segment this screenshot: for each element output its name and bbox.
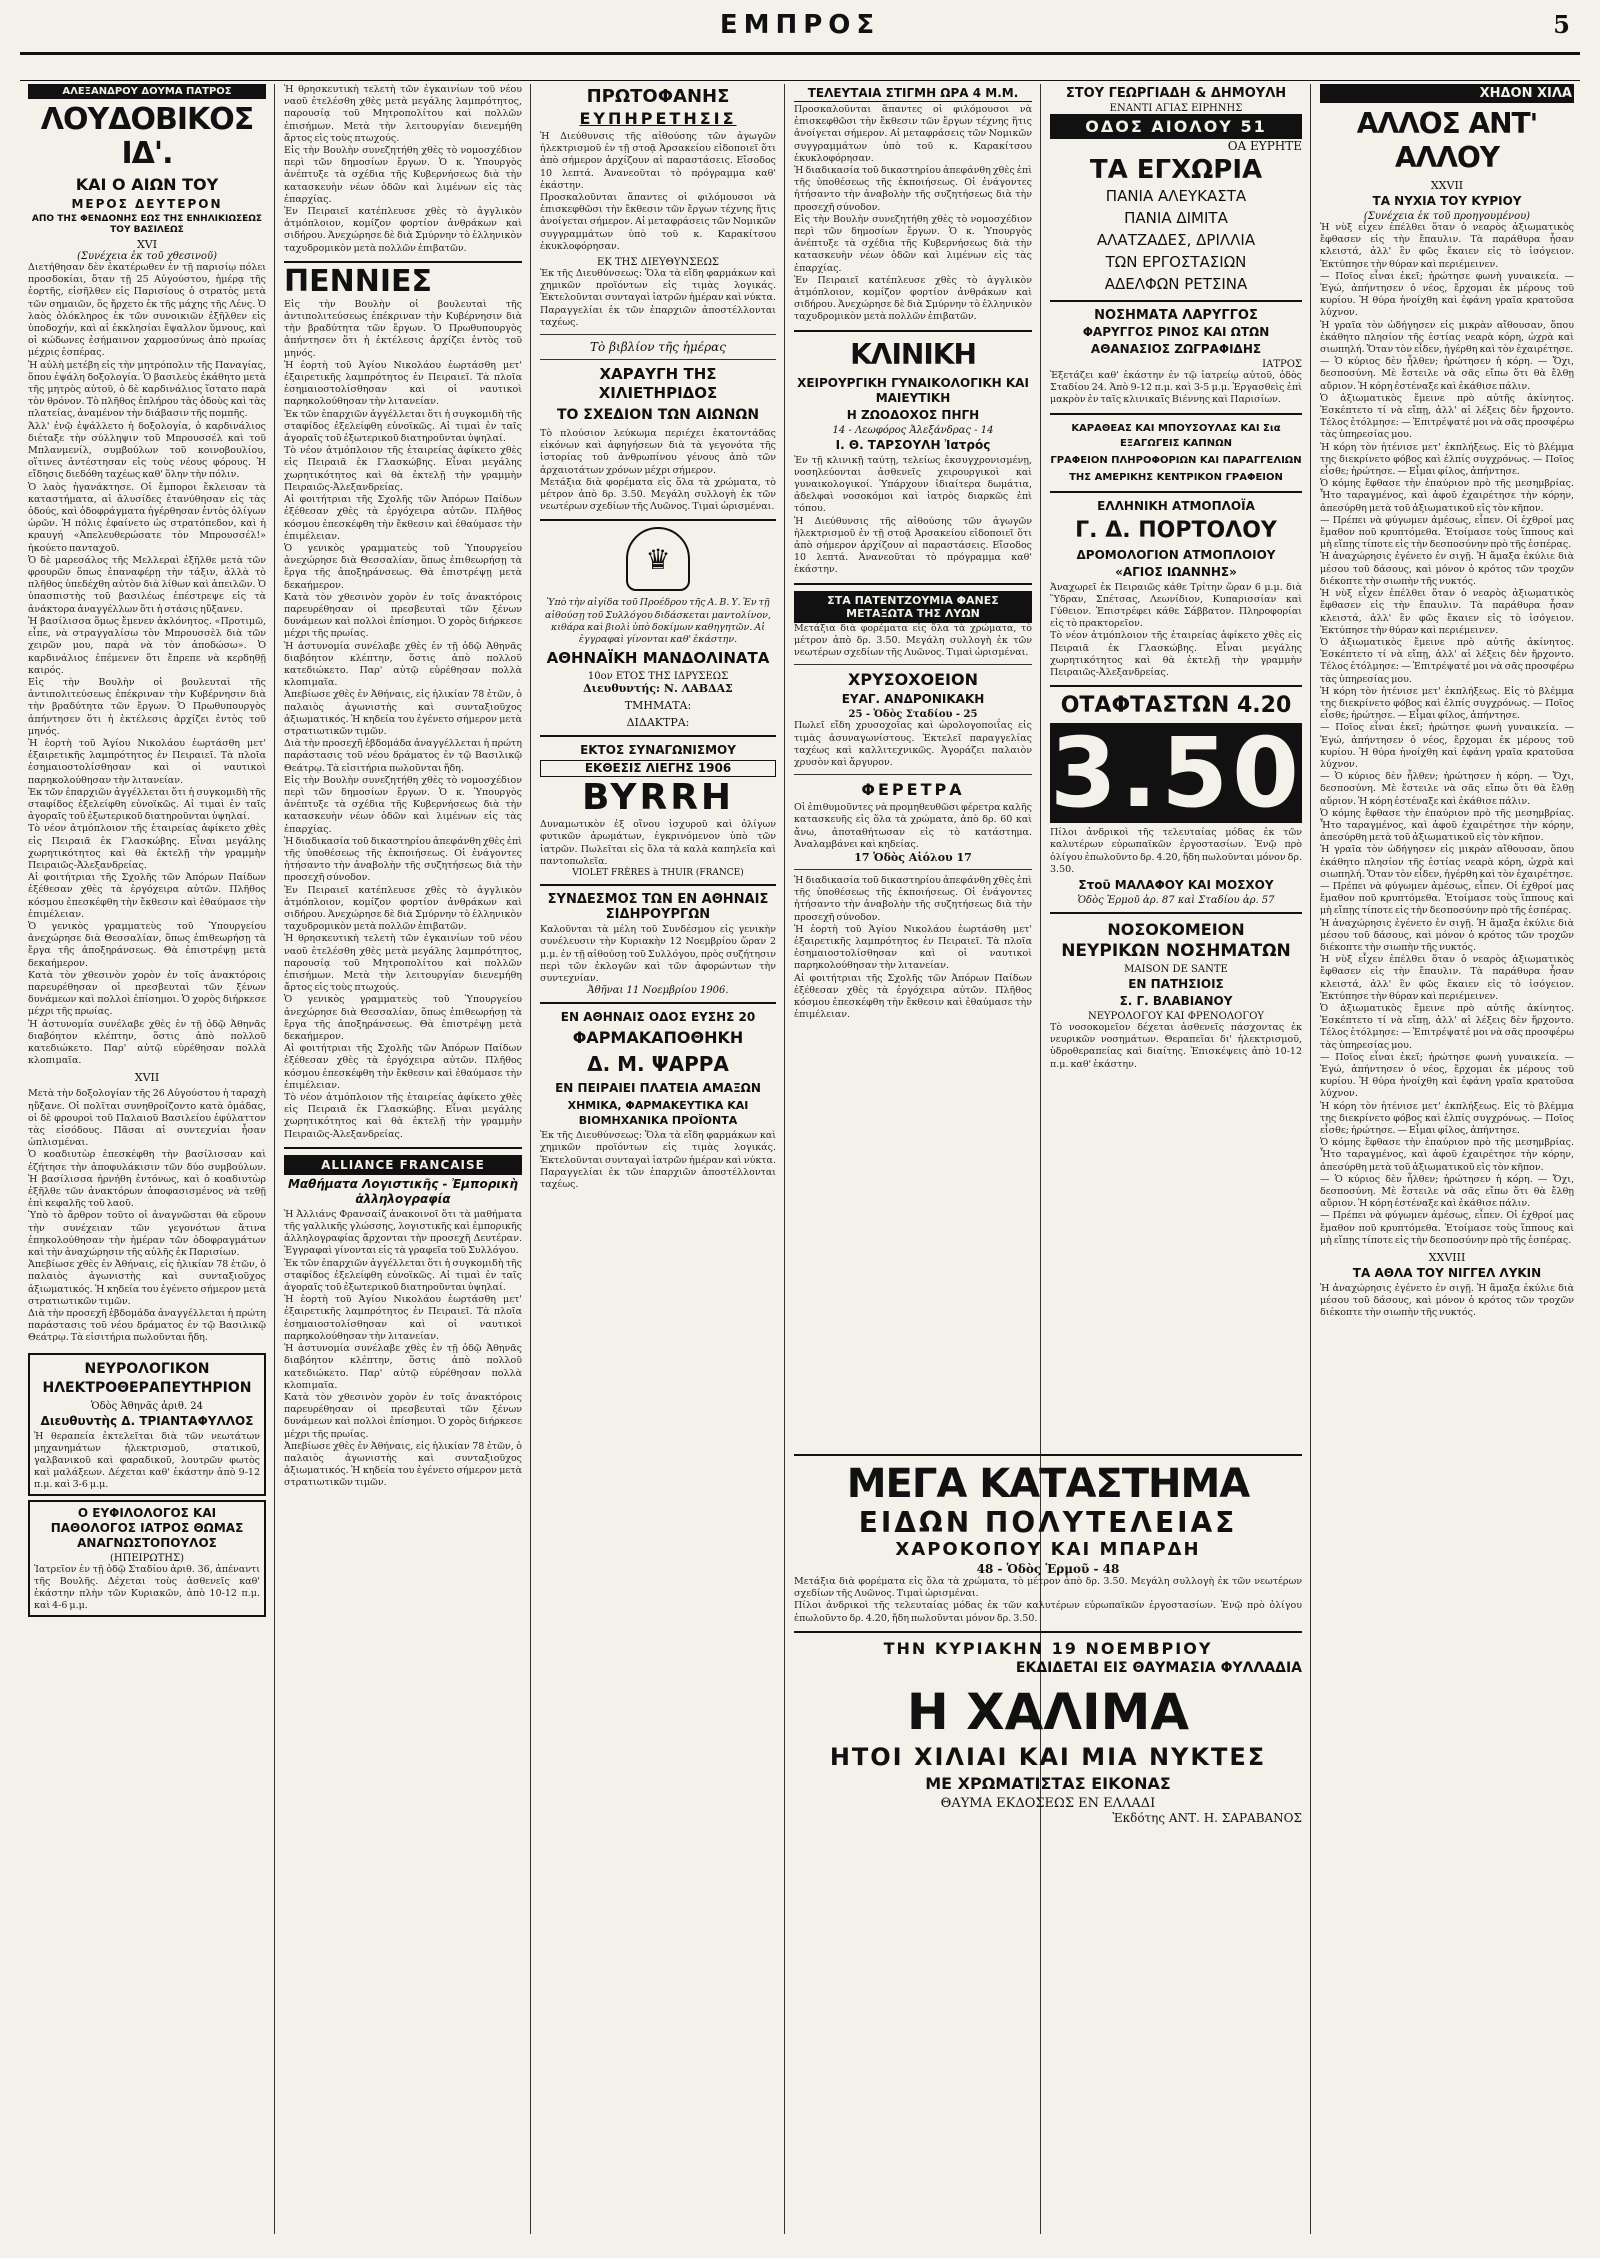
serial-paragraph: Ἡ κόρη τὸν ἠτένισε μετ' ἐκπλήξεως. Εἰς τὸ βλέμμα της διεκρίνετο φόβος καὶ ἐλπίς συγχρόνως. — Ποῖος εἶσθε; ἠρώτησε. — Εἶμαι φίλος, ἀπήντησε. xyxy=(1320,1100,1574,1137)
section-rule xyxy=(540,359,776,360)
column-5 xyxy=(1044,84,1308,1444)
article-paragraph: Ἡ αὐλὴ μετέβη εἰς τὴν μητρόπολιν τῆς Παναγίας, ὅπου ἐψάλη δοξολογία. Ὁ βασιλεὺς ἐκάθητο μετὰ τῆς μητρὸς αὐτοῦ, ὁ δὲ καρδινάλιος ἵστατο παρὰ τὸν θρόνον. Τὸ πλῆθος ἐπλήρου τὰς ὁδοὺς καὶ τὰς πλατείας, ἀναμένον τὴν διάβασιν τῆς πομπῆς. xyxy=(28,359,266,420)
advert-subtitle: 10ον ΕΤΟΣ ΤΗΣ ΙΔΡΥΣΕΩΣ xyxy=(587,671,729,683)
advert-title: ΝΕΥΡΙΚΩΝ ΝΟΣΗΜΑΤΩΝ xyxy=(1061,941,1291,962)
publication-publisher: Ἐκδότης ΑΝΤ. Η. ΣΑΡΑΒΑΝΟΣ xyxy=(1112,1810,1302,1825)
advert-heading: ΕΛΛΗΝΙΚΗ ΑΤΜΟΠΛΟΪΑ xyxy=(1097,498,1255,513)
advert-text: Μετάξια διὰ φορέματα εἰς ὅλα τὰ χρώματα, τὸ μέτρον ἀπὸ δρ. 3.50. Μεγάλη συλλογὴ ἐκ τῶν νεωτέρων σχεδίων τῆς Λυῶνος. Τιμαὶ ὡρισμέναι. xyxy=(794,1576,1302,1600)
advert-title: ΦΕΡΕΤΡΑ xyxy=(861,780,965,800)
article-paragraph: Αἱ φοιτήτριαι τῆς Σχολῆς τῶν Ἀπόρων Παίδων ἐξέθεσαν χθὲς τὰ ἐργόχειρα αὐτῶν. Πλῆθος κόσμου ἐπεσκέφθη τὴν ἔκθεσιν καὶ ἐθαύμασε τὴν ἐπιμέλειαν. xyxy=(284,494,522,542)
serial-paragraph: Ὁ ἀξιωματικὸς ἔμεινε πρὸ αὐτῆς ἀκίνητος. Ἐσκέπτετο τί νὰ εἴπῃ, ἀλλ' αἱ λέξεις δὲν ἤρχοντο. Τέλος ἐτόλμησε: — Ἐπιτρέψατέ μοι νὰ σᾶς προσφέρω τὰς ὑπηρεσίας μου. xyxy=(1320,1003,1574,1051)
column-6 xyxy=(1314,84,1580,2234)
section-heading: ΠΕΝΝΙΕΣ xyxy=(284,263,432,299)
advert-name: Γ. Δ. ΠΟΡΤΟΛΟΥ xyxy=(1075,517,1277,543)
advert-name: Η ΖΩΟΔΟΧΟΣ ΠΗΓΗ xyxy=(846,407,980,422)
section-rule xyxy=(540,334,776,335)
article-paragraph: Διετήθησαν δὲν ἐκατέρωθεν ἐν τῇ παρισίῳ πόλει προσδοκίαι, ὅταν τῇ 25 Αὐγούστου, ἡμέρᾳ τῆς ἑορτῆς, εἰσῆλθεν εἰς Παρισίους ὁ στρατὸς μετὰ τῶν σημαιῶν, ὅς ἤρχετο ἐκ τῆς μάχης τῆς Λένς. Ὁ λαὸς ὁλόκληρος ἐκ τῶν συνοικιῶν ἐξῆλθεν εἰς ὑποδοχήν, καὶ αἱ ἐκκλησίαι ἔψαλλον ὕμνους, καὶ οἱ κώδωνες ἐσήμαινον χαρμοσύνως ἀπὸ πρωίας μέχρις ἑσπέρας. xyxy=(28,262,266,359)
publication-subtitle: ΜΕ ΧΡΩΜΑΤΙΣΤΑΣ ΕΙΚΟΝΑΣ xyxy=(925,1773,1171,1793)
advert-director: Διευθυντὴς Δ. ΤΡΙΑΝΤΑΦΥΛΛΟΣ xyxy=(40,1413,254,1428)
serial-paragraph: — Ποῖος εἶναι ἐκεῖ; ἠρώτησε φωνὴ γυναικεία. — Ἐγώ, ἀπήντησεν ὁ νέος, ἔρχομαι ἐκ μέρους τοῦ κυρίου. Ἡ θύρα ἠνοίχθη καὶ ἐφάνη γραῖα κρατοῦσα λύχνον. xyxy=(1320,1051,1574,1100)
advert-text: Τὸ πλούσιον λεύκωμα περιέχει ἑκατοντάδας εἰκόνων καὶ ἀφηγήσεων διὰ τὰ γεγονότα τῆς ἱστορίας τοῦ ἀνθρωπίνου γένους ἀπὸ τῶν ἀρχαιοτάτων χρόνων μέχρι σήμερον. xyxy=(540,428,776,476)
column-divider xyxy=(784,84,785,2234)
advert-title: Ο ΕΥΦΙΛΟΛΟΓΟΣ ΚΑΙ ΠΑΘΟΛΟΓΟΣ ΙΑΤΡΟΣ ΘΩΜΑΣ ΑΝΑΓΝΩΣΤΟΠΟΥΛΟΣ xyxy=(50,1505,244,1550)
advert-text: Μετάξια διὰ φορέματα εἰς ὅλα τὰ χρώματα, τὸ μέτρον ἀπὸ δρ. 3.50. Μεγάλη συλλογὴ ἐκ τῶν νεωτέρων σχεδίων τῆς Λυῶνος. Τιμαὶ ὡρισμέναι. xyxy=(540,476,776,513)
serial-kicker: ΑΛΕΞΑΝΔΡΟΥ ΔΟΥΜΑ ΠΑΤΡΟΣ xyxy=(28,84,266,99)
article-paragraph: Αἱ φοιτήτριαι τῆς Σχολῆς τῶν Ἀπόρων Παίδων ἐξέθεσαν χθὲς τὰ ἐργόχειρα αὐτῶν. Πλῆθος κόσμου ἐπεσκέφθη τὴν ἔκθεσιν καὶ ἐθαύμασε τὴν ἐπιμέλειαν. xyxy=(284,1043,522,1091)
serial-section: ΑΠΟ ΤΗΣ ΦΕΝΔΟΝΗΣ ΕΩΣ ΤΗΣ ΕΝΗΛΙΚΙΩΣΕΩΣ ΤΟΥ ΒΑΣΙΛΕΩΣ xyxy=(31,214,263,235)
section-rule xyxy=(1050,300,1302,302)
advert-text: Τὸ νέον ἀτμόπλοιον τῆς ἑταιρείας ἀφίκετο χθὲς εἰς Πειραιᾶ ἐκ Γλασκώβης. Εἶναι μεγάλης χωρητικότητος καὶ θὰ ἐκτελῇ τὴν γραμμὴν Πειραιῶς-Ἀλεξανδρείας. xyxy=(1050,630,1302,679)
article-paragraph: Ἡ διαδικασία τοῦ δικαστηρίου ἀπεφάνθη χθὲς ἐπὶ τῆς ὑποθέσεως τῆς ἐκποιήσεως. Οἱ ἐνάγοντες ἠτήσαντο τὴν ἀναβολὴν τῆς συζητήσεως διὰ τὴν προσεχῆ σύνοδον. xyxy=(284,835,522,884)
serial-paragraph: Ὁ ἀξιωματικὸς ἔμεινε πρὸ αὐτῆς ἀκίνητος. Ἐσκέπτετο τί νὰ εἴπῃ, ἀλλ' αἱ λέξεις δὲν ἤρχοντο. Τέλος ἐτόλμησε: — Ἐπιτρέψατέ μοι νὰ σᾶς προσφέρω τὰς ὑπηρεσίας μου. xyxy=(1320,392,1574,441)
section-rule xyxy=(794,1631,1302,1633)
newspaper-title: ΕΜΠΡΟΣ xyxy=(719,10,881,40)
column-divider xyxy=(274,84,275,2234)
section-label: ΕΚΘΕΣΙΣ ΛΙΕΓΗΣ 1906 xyxy=(540,760,776,777)
serial-continuation: (Συνέχεια ἐκ τοῦ προηγουμένου) xyxy=(1363,211,1531,222)
section-label: ΕΚΤΟΣ ΣΥΝΑΓΩΝΙΣΜΟΥ xyxy=(580,743,736,758)
advert-text: Τὸ νοσοκομεῖον δέχεται ἀσθενεῖς πάσχοντας ἐκ νευρικῶν νοσημάτων. Θεραπεῖαι δι' ἠλεκτρισμοῦ, ὑδροθεραπείας καὶ διαίτης. Ἐπισκέψεις ἀπὸ 10-12 π.μ. καθ' ἑκάστην. xyxy=(1050,1022,1302,1070)
advert-director: Διευθυντής: Ν. ΛΑΒΔΑΣ xyxy=(583,682,733,696)
serial-paragraph: Ὁ κόμης ἔφθασε τὴν ἐπαύριον πρὸ τῆς μεσημβρίας. Ἦτο ταραγμένος, καὶ ἀφοῦ ἐχαιρέτησε τὴν κόρην, ἀπεσύρθη μετὰ τοῦ ἀξιωματικοῦ εἰς τὸν κῆπον. xyxy=(1320,807,1574,844)
column-1 xyxy=(22,84,272,2234)
advert-text: Προσκαλοῦνται ἅπαντες οἱ φιλόμουσοι νὰ ἐπισκεφθῶσι τὴν ἔκθεσιν τῶν ἔργων τέχνης ἥτις ἀνοίγεται σήμερον. Αἱ μεταφράσεις τῶν Νομικῶν συγγραμμάτων ὑπὸ τοῦ κ. Καρακίτσου ἐκυκλοφόρησαν. xyxy=(540,192,776,252)
advert-text: Ἀναχωρεῖ ἐκ Πειραιῶς κάθε Τρίτην ὥραν 6 μ.μ. διὰ Ὕδραν, Σπέτσας, Λεωνίδιον, Κυπαρισσίαν καὶ Γύθειον. Ἐπιστρέφει κάθε Σάββατον. Πληροφορίαι εἰς τὸ πρακτορεῖον. xyxy=(1050,581,1302,630)
article-paragraph: Ἡ ἑορτὴ τοῦ Ἁγίου Νικολάου ἐωρτάσθη μετ' ἐξαιρετικῆς λαμπρότητος ἐν Πειραιεῖ. Τὰ πλοῖα ἐσημαιοστολίσθησαν καὶ οἱ ναυτικοὶ παρηκολούθησαν τὴν λιτανείαν. xyxy=(284,359,522,408)
advert-role: ΙΑΤΡΟΣ xyxy=(1262,359,1302,370)
advert-title: ΧΡΥΣΟΧΟΕΙΟΝ xyxy=(848,670,978,690)
advert-text: Ἐκ τῆς Διευθύνσεως: Ὅλα τὰ εἴδη φαρμάκων καὶ χημικῶν προϊόντων εἰς τιμὰς λογικάς. Ἐκτελοῦνται συνταγαὶ ἰατρῶν ἡμέραν καὶ νύκτα. Παραγγελίαι ἐκ τῶν ἐπαρχιῶν ἀποστέλλονται ταχέως. xyxy=(540,268,776,328)
notice-text: Καλοῦνται τὰ μέλη τοῦ Συνδέσμου εἰς γενικὴν συνέλευσιν τὴν Κυριακὴν 12 Νοεμβρίου ὥραν 2 μ.μ. ἐν τῇ αἰθούσῃ τοῦ Συλλόγου, πρὸς συζήτησιν περὶ τῶν ἐκλογῶν καὶ τῶν ἀφορώντων τὴν συντεχνίαν. xyxy=(540,924,776,984)
serial-paragraph: — Ποῖος εἶναι ἐκεῖ; ἠρώτησε φωνὴ γυναικεία. — Ἐγώ, ἀπήντησεν ὁ νέος, ἔρχομαι ἐκ μέρους τοῦ κυρίου. Ἡ θύρα ἠνοίχθη καὶ ἐφάνη γραῖα κρατοῦσα λύχνον. xyxy=(1320,722,1574,770)
advert-text: Ἡ θεραπεία ἐκτελεῖται διὰ τῶν νεωτάτων μηχανημάτων ἠλεκτρισμοῦ, στατικοῦ, γαλβανικοῦ καὶ φαραδικοῦ, λουτρῶν φωτὸς καὶ μαλάξεων. Δέχεται καθ' ἑκάστην ἀπὸ 9-12 π.μ. καὶ 3-6 μ.μ. xyxy=(34,1430,260,1491)
article-paragraph: Ἐκ τῶν ἐπαρχιῶν ἀγγέλλεται ὅτι ἡ συγκομιδὴ τῆς σταφίδος ἐξελείφθη εὐνοϊκῶς. Αἱ τιμαὶ ἐν ταῖς ἀγοραῖς τοῦ ἐξωτερικοῦ διατηροῦνται ὑψηλαί. xyxy=(284,1257,522,1294)
serial-paragraph: Ἡ ἀναχώρησις ἐγένετο ἐν σιγῇ. Ἡ ἅμαξα ἐκύλιε διὰ μέσου τοῦ δάσους, καὶ μόνον ὁ κρότος τῶν τροχῶν διέκοπτε τὴν σιωπὴν τῆς νυκτός. xyxy=(1320,917,1574,953)
advert-neurology xyxy=(28,1353,266,1496)
advert-doctor: Σ. Γ. ΒΛΑΒΙΑΝΟΥ xyxy=(1119,994,1233,1009)
article-paragraph: Ἡ διαδικασία τοῦ δικαστηρίου ἀπεφάνθη χθὲς ἐπὶ τῆς ὑποθέσεως τῆς ἐκποιήσεως. Οἱ ἐνάγοντες ἠτήσαντο τὴν ἀναβολὴν τῆς συζητήσεως διὰ τὴν προσεχῆ σύνοδον. xyxy=(794,165,1032,213)
article-paragraph: Ὑπὸ τὸ ἄρθρον τοῦτο οἱ ἀναγνῶσται θὰ εὕρουν τὴν συνέχειαν τῶν γεγονότων ἅτινα ἐπηκολούθησαν τὴν ἡμέραν τῶν ὀδοφραγμάτων καὶ τὴν ἀναχώρησιν τῆς αὐλῆς ἐκ Παρισίων. xyxy=(28,1210,266,1259)
serial-paragraph: — Πρέπει νὰ φύγωμεν ἀμέσως, εἶπεν. Οἱ ἐχθροί μας ἔμαθον ποῦ κρυπτόμεθα. Ἐτοίμασε τοὺς ἵππους καὶ μὴ εἴπῃς τίποτε εἰς τὴν δεσποσύνην πρὸ τῆς ἑσπέρας. xyxy=(1320,1210,1574,1246)
advert-maker: VIOLET FRÈRES à THUIR (FRANCE) xyxy=(572,868,744,879)
advert-address: ΟΔΟΣ ΑΙΟΛΟΥ 51 xyxy=(1050,114,1302,139)
advert-tag: ΟΑ ΕΥΡΗΤΕ xyxy=(1227,139,1302,153)
section-rule xyxy=(794,774,1032,775)
serial-paragraph: Ὁ κόμης ἔφθασε τὴν ἐπαύριον πρὸ τῆς μεσημβρίας. Ἦτο ταραγμένος, καὶ ἀφοῦ ἐχαιρέτησε τὴν κόρην, ἀπεσύρθη μετὰ τοῦ ἀξιωματικοῦ εἰς τὸν κῆπον. xyxy=(1320,478,1574,514)
article-paragraph: Ἐν Πειραιεῖ κατέπλευσε χθὲς τὸ ἀγγλικὸν ἀτμόπλοιον, κομίζον φορτίον ἀνθράκων καὶ σιδήρου. Ἀνεχώρησε δὲ διὰ Σμύρνην τὸ ἑλληνικὸν ταχυδρομικὸν μετὰ πολλῶν ἐπιβατῶν. xyxy=(284,206,522,254)
advert-heading: ΝΟΣΟΚΟΜΕΙΟΝ xyxy=(1107,920,1245,940)
publication-date: ΤΗΝ ΚΥΡΙΑΚΗΝ 19 ΝΟΕΜΒΡΙΟΥ xyxy=(883,1638,1213,1658)
advert-name: ΑΘΑΝΑΣΙΟΣ ΖΩΓΡΑΦΙΔΗΣ xyxy=(1090,342,1262,356)
serial-chapter: XXVIII xyxy=(1428,1251,1466,1265)
column-4 xyxy=(788,84,1038,1444)
article-paragraph: Αἱ φοιτήτριαι τῆς Σχολῆς τῶν Ἀπόρων Παίδων ἐξέθεσαν χθὲς τὰ ἐργόχειρα αὐτῶν. Πλῆθος κόσμου ἐπεσκέφθη τὴν ἔκθεσιν καὶ ἐθαύμασε τὴν ἐπιμέλειαν. xyxy=(794,972,1032,1021)
advert-text: Ἐκ τῆς Διευθύνσεως: Ὅλα τὰ εἴδη φαρμάκων καὶ χημικῶν προϊόντων εἰς τιμὰς λογικάς. Ἐκτελοῦνται συνταγαὶ ἰατρῶν ἡμέραν καὶ νύκτα. Παραγγελίαι ἐκ τῶν ἐπαρχιῶν ἀποστέλλονται ταχέως. xyxy=(540,1130,776,1190)
serial-paragraph: — Πρέπει νὰ φύγωμεν ἀμέσως, εἶπεν. Οἱ ἐχθροί μας ἔμαθον ποῦ κρυπτόμεθα. Ἐτοίμασε τοὺς ἵππους καὶ μὴ εἴπῃς τίποτε εἰς τὴν δεσποσύνην πρὸ τῆς ἑσπέρας. xyxy=(1320,514,1574,551)
article-paragraph: Αἱ φοιτήτριαι τῆς Σχολῆς τῶν Ἀπόρων Παίδων ἐξέθεσαν χθὲς τὰ ἐργόχειρα αὐτῶν. Πλῆθος κόσμου ἐπεσκέφθη τὴν ἔκθεσιν καὶ ἐθαύμασε τὴν ἐπιμέλειαν. xyxy=(28,872,266,920)
section-rule xyxy=(540,735,776,737)
article-paragraph: Ἐν Πειραιεῖ κατέπλευσε χθὲς τὸ ἀγγλικὸν ἀτμόπλοιον, κομίζον φορτίον ἀνθράκων καὶ σιδήρου. Ἀνεχώρησε δὲ διὰ Σμύρνην τὸ ἑλληνικὸν ταχυδρομικὸν μετὰ πολλῶν ἐπιβατῶν. xyxy=(284,884,522,933)
article-paragraph: Εἰς τὴν Βουλὴν οἱ βουλευταὶ τῆς ἀντιπολιτεύσεως ἐπέκριναν τὴν Κυβέρνησιν διὰ τὴν βραδύτητα τῶν ἔργων. Ὁ Πρωθυπουργὸς ἀπήντησεν ὅτι ἡ ἐκτέλεσις ἀρχίζει ἐντὸς τοῦ μηνός. xyxy=(28,676,266,737)
article-paragraph: Τὸ νέον ἀτμόπλοιον τῆς ἑταιρείας ἀφίκετο χθὲς εἰς Πειραιᾶ ἐκ Γλασκώβης. Εἶναι μεγάλης χωρητικότητος καὶ θὰ ἐκτελῇ τὴν γραμμὴν Πειραιῶς-Ἀλεξανδρείας. xyxy=(28,823,266,871)
column-divider xyxy=(530,84,531,2234)
section-rule xyxy=(794,1454,1302,1456)
advert-text: Ἡ Διεύθυνσις τῆς αἰθούσης τῶν ἀγωγῶν ἠλεκτρισμοῦ ἐν τῇ στοᾷ Ἀρσακείου εἰδοποιεῖ ὅτι ἀπὸ σήμερον ἀρχίζουν αἱ παραστάσεις. Εἴσοδος 10 λεπτά. Ἀνανεοῦται τὸ πρόγραμμα καθ' ἑκάστην. xyxy=(794,515,1032,576)
advert-heading: ΕΥΠΗΡΕΤΗΣΙΣ xyxy=(579,109,737,128)
serial-title: ΑΛΛΟΣ ΑΝΤ' ΑΛΛΟΥ xyxy=(1356,107,1538,174)
article-paragraph: Εἰς τὴν Βουλὴν συνεζητήθη χθὲς τὸ νομοσχέδιον περὶ τῶν δημοσίων ἔργων. Ὁ κ. Ὑπουργὸς ἀνέπτυξε τὰ σχέδια τῆς Κυβερνήσεως διὰ τὴν κατασκευὴν νέων ὁδῶν καὶ λιμένων εἰς τὰς ἐπαρχίας. xyxy=(284,774,522,835)
advert-name: ΕΥΑΓ. ΑΝΔΡΟΝΙΚΑΚΗ xyxy=(841,692,985,707)
advert-address: Ὁδὸς Ἀθηνᾶς ἀριθ. 24 xyxy=(91,1400,203,1412)
advert-title: ΦΑΡΜΑΚΑΠΟΘΗΚΗ xyxy=(572,1028,744,1048)
advert-price: 3.50 xyxy=(1050,717,1303,830)
advert-line: ΑΛΑΤΖΑΔΕΣ, ΔΡΙΛΛΙΑ xyxy=(1096,231,1256,249)
section-rule xyxy=(284,1147,522,1149)
section-label: Τὸ βιβλίον τῆς ἡμέρας xyxy=(590,340,726,355)
article-paragraph: Μετὰ τὴν δοξολογίαν τῆς 26 Αὐγούστου ἡ ταραχὴ ηὔξανε. Οἱ πολῖται συνηθροίζοντο κατὰ ὁμάδας, οἱ δὲ φρουροὶ τοῦ Παλαιοῦ Βασιλείου ἐφύλαττον τὰς εἰσόδους. Πᾶσαι αἱ συντεχνίαι ἦσαν ὡπλισμέναι. xyxy=(28,1088,266,1149)
advert-subtitle: ΓΡΑΦΕΙΟΝ ΠΛΗΡΟΦΟΡΙΩΝ ΚΑΙ ΠΑΡΑΓΓΕΛΙΩΝ xyxy=(1050,454,1302,466)
article-paragraph: Ἡ βασίλισσα ὅμως ἔμενεν ἀκλόνητος. «Προτιμῶ, εἶπε, νὰ στραγγαλίσω τὸν Μπρουσσὲλ διὰ τῶν χειρῶν μου, παρὰ νὰ τὸν ἀποδώσω». Ὁ καρδινάλιος ἐπέμενεν ὅτι ἔπρεπε νὰ κερδηθῇ καιρός. xyxy=(28,615,266,676)
serial-chapter: XVII xyxy=(134,1071,160,1085)
section-rule xyxy=(1050,912,1302,914)
article-paragraph: Εἰς τὴν Βουλὴν συνεζητήθη χθὲς τὸ νομοσχέδιον περὶ τῶν δημοσίων ἔργων. Ὁ κ. Ὑπουργὸς ἀνέπτυξε τὰ σχέδια τῆς Κυβερνήσεως διὰ τὴν κατασκευὴν νέων ὁδῶν καὶ λιμένων εἰς τὰς ἐπαρχίας. xyxy=(284,145,522,205)
section-subheading: Μαθήματα Λογιστικῆς - Ἐμπορικὴ ἀλληλογραφία xyxy=(287,1176,519,1206)
serial-paragraph: — Πρέπει νὰ φύγωμεν ἀμέσως, εἶπεν. Οἱ ἐχθροί μας ἔμαθον ποῦ κρυπτόμεθα. Ἐτοίμασε τοὺς ἵππους καὶ μὴ εἴπῃς τίποτε εἰς τὴν δεσποσύνην πρὸ τῆς ἑσπέρας. xyxy=(1320,880,1574,917)
column-2 xyxy=(278,84,528,2234)
advert-address: Ὁδὸς Ἑρμοῦ ἀρ. 87 καὶ Σταδίου ἀρ. 57 xyxy=(1077,895,1275,907)
advert-title: ΚΛΙΝΙΚΗ xyxy=(850,337,976,371)
advert-name: Δ. Μ. ΨΑΡΡΑ xyxy=(587,1052,729,1077)
article-paragraph: Ὁ λαὸς ἠγανάκτησε. Οἱ ἔμποροι ἔκλεισαν τὰ καταστήματα, αἱ ἀλυσίδες ἐτανύθησαν εἰς τὰς ὁδούς, καὶ ὀδοφράγματα ἠγέρθησαν ἐντὸς ὀλίγων ὡρῶν. Ἡ πόλις ἐφαίνετο ὡς στρατόπεδον, καὶ ἡ κραυγή «Ἀπελευθερώσατε τὸν Μπρουσσέλ!» ἠκούετο πανταχοῦ. xyxy=(28,481,266,554)
advert-label: ΔΙΔΑΚΤΡΑ: xyxy=(626,716,690,730)
advert-text: Δυναμωτικὸν ἐξ οἴνου ἰσχυροῦ καὶ ὀλίγων φυτικῶν ἀρωμάτων, ἐγκρινόμενον ὑπὸ τῶν ἰατρῶν. Πωλεῖται εἰς ὅλα τὰ καλὰ καπηλεῖα καὶ παντοπωλεῖα. xyxy=(540,819,776,867)
article-paragraph: Ἐκ τῶν ἐπαρχιῶν ἀγγέλλεται ὅτι ἡ συγκομιδὴ τῆς σταφίδος ἐξελείφθη εὐνοϊκῶς. Αἱ τιμαὶ ἐν ταῖς ἀγοραῖς τοῦ ἐξωτερικοῦ διατηροῦνται ὑψηλαί. xyxy=(284,408,522,445)
article-paragraph: Ἀλλ' ἐνῷ ἐψάλλετο ἡ δοξολογία, ὁ καρδινάλιος διέταξε τὴν σύλληψιν τοῦ Μπρουσσέλ καὶ τοῦ Μπλανμενίλ, συμβούλων τοῦ κοινοβουλίου, οἵτινες ἀντέστησαν εἰς τοὺς νέους φόρους. Ἡ εἴδησις διεδόθη ταχέως καθ' ὅλην τὴν πόλιν. xyxy=(28,420,266,481)
serial-continuation: (Συνέχεια ἐκ τοῦ χθεσινοῦ) xyxy=(77,251,217,262)
article-paragraph: Ὁ γενικὸς γραμματεὺς τοῦ Ὑπουργείου ἀνεχώρησε διὰ Θεσσαλίαν, ὅπως ἐπιθεωρήσῃ τὰ ἔργα τῆς ἀποξηράνσεως. Θὰ ἐπιστρέψῃ μετὰ δεκαήμερον. xyxy=(28,920,266,969)
section-rule xyxy=(794,664,1032,665)
advert-heading: ΕΝ ΑΘΗΝΑΙΣ ΟΔΟΣ ΕΥΣΗΣ 20 xyxy=(560,1010,756,1025)
serial-kicker: ΧΗΔΟΝ ΧΙΛΑ xyxy=(1320,84,1574,103)
advert-text: Ἰατρεῖον ἐν τῇ ὁδῷ Σταδίου ἀριθ. 36, ἀπέναντι τῆς Βουλῆς. Δέχεται τοὺς ἀσθενεῖς καθ' ἑκάστην πλὴν τῶν Κυριακῶν, ἀπὸ 10-12 π.μ. καὶ 4-6 μ.μ. xyxy=(34,1563,260,1612)
serial-paragraph: Ὁ κόμης ἔφθασε τὴν ἐπαύριον πρὸ τῆς μεσημβρίας. Ἦτο ταραγμένος, καὶ ἀφοῦ ἐχαιρέτησε τὴν κόρην, ἀπεσύρθη μετὰ τοῦ ἀξιωματικοῦ εἰς τὸν κῆπον. xyxy=(1320,1137,1574,1173)
byrrh-logo: BYRRH xyxy=(581,777,735,819)
advert-subtitle: ΔΡΟΜΟΛΟΓΙΟΝ ΑΤΜΟΠΛΟΙΟΥ xyxy=(1076,547,1276,562)
article-paragraph: Ἡ διαδικασία τοῦ δικαστηρίου ἀπεφάνθη χθὲς ἐπὶ τῆς ὑποθέσεως τῆς ἐκποιήσεως. Οἱ ἐνάγοντες ἠτήσαντο τὴν ἀναβολὴν τῆς συζητήσεως διὰ τὴν προσεχῆ σύνοδον. xyxy=(794,874,1032,923)
advert-location: ΕΝ ΠΑΤΗΣΙΟΙΣ xyxy=(1128,977,1224,992)
article-paragraph: Διὰ τὴν προσεχῆ ἑβδομάδα ἀναγγέλλεται ἡ πρώτη παράστασις τοῦ νέου δράματος ἐν τῷ Βασιλικῷ Θεάτρῳ. Τὰ εἰσιτήρια πωλοῦνται ἤδη. xyxy=(28,1308,266,1344)
serial-paragraph: Ἡ γραῖα τὸν ὡδήγησεν εἰς μικρὰν αἴθουσαν, ὅπου ἐκάθητο πλησίον τῆς ἑστίας νεαρὰ κόρη, ὠχρὰ καὶ σιωπηλή. Ὅταν τὸν εἶδεν, ἠγέρθη καὶ τὸν ἐχαιρέτησε. xyxy=(1320,319,1574,356)
article-paragraph: Ἡ ἑορτὴ τοῦ Ἁγίου Νικολάου ἐωρτάσθη μετ' ἐξαιρετικῆς λαμπρότητος ἐν Πειραιεῖ. Τὰ πλοῖα ἐσημαιοστολίσθησαν καὶ οἱ ναυτικοὶ παρηκολούθησαν τὴν λιτανείαν. xyxy=(794,923,1032,972)
serial-paragraph: Ἡ ἀναχώρησις ἐγένετο ἐν σιγῇ. Ἡ ἅμαξα ἐκύλιε διὰ μέσου τοῦ δάσους, καὶ μόνον ὁ κρότος τῶν τροχῶν διέκοπτε τὴν σιωπὴν τῆς νυκτός. xyxy=(1320,1283,1574,1319)
section-rule xyxy=(1050,491,1302,493)
serial-subtitle: ΤΑ ΝΥΧΙΑ ΤΟΥ ΚΥΡΙΟΥ xyxy=(1372,194,1522,208)
advert-subtitle: MAISON DE SANTE xyxy=(1124,964,1228,976)
column-3 xyxy=(534,84,782,2234)
store-owners: ΧΑΡΟΚΟΠΟΥ ΚΑΙ ΜΠΑΡΔΗ xyxy=(895,1539,1201,1560)
advert-line: ΠΑΝΙΑ ΔΙΜΙΤΑ xyxy=(1124,209,1228,227)
page-number: 5 xyxy=(1553,10,1570,39)
section-rule xyxy=(1050,413,1302,415)
advert-line: ΤΩΝ ΕΡΓΟΣΤΑΣΙΩΝ xyxy=(1105,253,1247,271)
serial-paragraph: — Ὁ κύριος δὲν ἦλθεν; ἠρώτησεν ἡ κόρη. — Ὄχι, δεσποσύνη. Μὲ ἔστειλε νὰ σᾶς εἴπω ὅτι θὰ ἔλθῃ αὔριον. Ἡ κόρη ἐστέναξε καὶ ἐκάθισε πάλιν. xyxy=(1320,356,1574,392)
serial-subtitle: ΚΑΙ Ο ΑΙΩΝ ΤΟΥ xyxy=(75,175,219,194)
serial-paragraph: Ἡ νὺξ εἶχεν ἐπέλθει ὅταν ὁ νεαρὸς ἀξιωματικὸς ἔφθασεν εἰς τὴν ἔπαυλιν. Τὰ παράθυρα ἦσαν κλειστά, ἀλλ' ἓν φῶς ἔκαιεν εἰς τὸ ἰσόγειον. Ἐκτύπησε τὴν θύραν καὶ περιέμεινεν. xyxy=(1320,588,1574,636)
article-paragraph: Προσκαλοῦνται ἅπαντες οἱ φιλόμουσοι νὰ ἐπισκεφθῶσι τὴν ἔκθεσιν τῶν ἔργων τέχνης ἥτις ἀνοίγεται σήμερον. Αἱ μεταφράσεις τῶν Νομικῶν συγγραμμάτων ὑπὸ τοῦ κ. Καρακίτσου ἐκυκλοφόρησαν. xyxy=(794,104,1032,164)
book-subtitle: ΤΟ ΣΧΕΔΙΟΝ ΤΩΝ ΑΙΩΝΩΝ xyxy=(556,407,760,424)
serial-part: ΜΕΡΟΣ ΔΕΥΤΕΡΟΝ xyxy=(71,197,223,211)
publication-note: ΕΚΔΙΔΕΤΑΙ ΕΙΣ ΘΑΥΜΑΣΙΑ ΦΥΛΛΑΔΙΑ xyxy=(1015,1659,1302,1676)
article-paragraph: Ἡ ἀστυνομία συνέλαβε χθὲς ἐν τῇ ὁδῷ Ἀθηνᾶς διαβόητον κλέπτην, ὅστις ἀπὸ πολλοῦ κατεδιώκετο. Παρ' αὐτῷ εὑρέθησαν πολλὰ κλοπιμαῖα. xyxy=(284,640,522,689)
article-paragraph: Ἀπεβίωσε χθὲς ἐν Ἀθήναις, εἰς ἡλικίαν 78 ἐτῶν, ὁ παλαιὸς ἀγωνιστὴς καὶ συνταξιοῦχος ἀξιωματικός. Ἡ κηδεία του ἐγένετο σήμερον μετὰ στρατιωτικῶν τιμῶν. xyxy=(284,1440,522,1489)
publication-title: Η ΧΑΛΙΜΑ xyxy=(906,1682,1190,1741)
article-paragraph: Κατὰ τὸν χθεσινὸν χορὸν ἐν τοῖς ἀνακτόροις παρευρέθησαν οἱ πρεσβευταὶ τῶν ξένων δυνάμεων καὶ πολλοὶ ἐπίσημοι. Ὁ χορὸς διήρκεσε μέχρι τῆς πρωίας. xyxy=(284,1391,522,1440)
publication-subtitle: ΗΤΟΙ ΧΙΛΙΑΙ ΚΑΙ ΜΙΑ ΝΥΚΤΕΣ xyxy=(829,1742,1267,1771)
article-paragraph: Εἰς τὴν Βουλὴν οἱ βουλευταὶ τῆς ἀντιπολιτεύσεως ἐπέκριναν τὴν Κυβέρνησιν διὰ τὴν βραδύτητα τῶν ἔργων. Ὁ Πρωθυπουργὸς ἀπήντησεν ὅτι ἡ ἐκτέλεσις ἀρχίζει ἐντὸς τοῦ μηνός. xyxy=(284,298,522,359)
serial-title: ΛΟΥΔΟΒΙΚΟΣ ΙΔ'. xyxy=(40,102,254,171)
advert-subtitle: ΦΑΡΥΓΓΟΣ ΡΙΝΟΣ ΚΑΙ ΩΤΩΝ xyxy=(1082,325,1270,339)
section-heading: ALLIANCE FRANCAISE xyxy=(284,1155,522,1175)
advert-subtitle: (ΗΠΕΙΡΩΤΗΣ) xyxy=(110,1552,184,1564)
section-heading: ΤΕΛΕΥΤΑΙΑ ΣΤΙΓΜΗ ΩΡΑ 4 Μ.Μ. xyxy=(794,86,1032,102)
advert-role: ΝΕΥΡΟΛΟΓΟΥ ΚΑΙ ΦΡΕΝΟΛΟΓΟΥ xyxy=(1087,1011,1265,1023)
advert-text: Ἐν τῇ κλινικῇ ταύτῃ, τελείως ἐκσυγχρονισμένῃ, νοσηλεύονται ἀσθενεῖς χειρουργικοὶ καὶ γυναικολογικοί. Ὑπάρχουν ἰδιαίτερα δωμάτια, ἀδελφαὶ νοσοκόμοι καὶ ἰατρὸς διαρκῶς ἐπὶ τόπου. xyxy=(794,454,1032,515)
article-paragraph: Τὸ νέον ἀτμόπλοιον τῆς ἑταιρείας ἀφίκετο χθὲς εἰς Πειραιᾶ ἐκ Γλασκώβης. Εἶναι μεγάλης χωρητικότητος καὶ θὰ ἐκτελῇ τὴν γραμμὴν Πειραιῶς-Ἀλεξανδρείας. xyxy=(284,1092,522,1140)
advert-text: Πίλοι ἀνδρικοὶ τῆς τελευταίας μόδας ἐκ τῶν καλυτέρων εὐρωπαϊκῶν ἐργοστασίων. Ἐνῷ πρὸ ὀλίγου ἐπωλοῦντο δρ. 4.20, ἤδη πωλοῦνται μόνον δρ. 3.50. xyxy=(794,1600,1302,1624)
serial-chapter: XVI xyxy=(136,238,158,251)
advert-title: ΑΘΗΝΑΪΚΗ ΜΑΝΔΟΛΙΝΑΤΑ xyxy=(546,649,770,668)
section-rule xyxy=(540,1002,776,1004)
advert-physician xyxy=(28,1500,266,1617)
advert-address: 17 Ὁδὸς Αἰόλου 17 xyxy=(854,850,972,864)
article-paragraph: Ἡ ἀστυνομία συνέλαβε χθὲς ἐν τῇ ὁδῷ Ἀθηνᾶς διαβόητον κλέπτην, ὅστις ἀπὸ πολλοῦ κατεδιώκετο. Παρ' αὐτῷ εὑρέθησαν πολλὰ κλοπιμαῖα. xyxy=(284,1343,522,1391)
advert-line: ΑΔΕΛΦΩΝ ΡΕΤΣΙΝΑ xyxy=(1104,275,1248,293)
notice-date: Ἀθῆναι 11 Νοεμβρίου 1906. xyxy=(587,985,729,997)
advert-vessel: «ΑΓΙΟΣ ΙΩΑΝΝΗΣ» xyxy=(1115,564,1237,579)
article-paragraph: Ἡ ἑορτὴ τοῦ Ἁγίου Νικολάου ἐωρτάσθη μετ' ἐξαιρετικῆς λαμπρότητος ἐν Πειραιεῖ. Τὰ πλοῖα ἐσημαιοστολίσθησαν καὶ οἱ ναυτικοὶ παρηκολούθησαν τὴν λιτανείαν. xyxy=(284,1294,522,1342)
serial-paragraph: — Ὁ κύριος δὲν ἦλθεν; ἠρώτησεν ἡ κόρη. — Ὄχι, δεσποσύνη. Μὲ ἔστειλε νὰ σᾶς εἴπω ὅτι θὰ ἔλθῃ αὔριον. Ἡ κόρη ἐστέναξε καὶ ἐκάθισε πάλιν. xyxy=(1320,1173,1574,1210)
article-paragraph: Ἡ θρησκευτικὴ τελετὴ τῶν ἐγκαινίων τοῦ νέου ναοῦ ἐτελέσθη χθὲς μετὰ μεγάλης λαμπρότητος, παρουσίᾳ τοῦ Μητροπολίτου καὶ πολλῶν ἐπισήμων. Μετὰ τὴν λειτουργίαν διενεμήθη ἄρτος εἰς τοὺς πτωχούς. xyxy=(284,84,522,144)
advert-label: ΤΜΗΜΑΤΑ: xyxy=(624,699,692,713)
advert-line: ΤΑ ΕΓΧΩΡΙΑ xyxy=(1089,155,1263,185)
section-rule xyxy=(794,869,1032,870)
serial-subtitle: ΤΑ ΑΘΛΑ ΤΟΥ ΝΙΓΓΕΛ ΛΥΚΙΝ xyxy=(1352,1266,1542,1281)
advert-address: 25 - Ὁδὸς Σταδίου - 25 xyxy=(848,709,978,721)
advert-subtitle: ΤΗΣ ΑΜΕΡΙΚΗΣ ΚΕΝΤΡΙΚΟΝ ΓΡΑΦΕΙΟΝ xyxy=(1069,471,1283,483)
article-paragraph: Ἡ ἀστυνομία συνέλαβε χθὲς ἐν τῇ ὁδῷ Ἀθηνᾶς διαβόητον κλέπτην, ὅστις ἀπὸ πολλοῦ κατεδιώκετο. Παρ' αὐτῷ εὑρέθησαν πολλὰ κλοπιμαῖα. xyxy=(28,1018,266,1067)
article-paragraph: Κατὰ τὸν χθεσινὸν χορὸν ἐν τοῖς ἀνακτόροις παρευρέθησαν οἱ πρεσβευταὶ τῶν ξένων δυνάμεων καὶ πολλοὶ ἐπίσημοι. Ὁ χορὸς διήρκεσε μέχρι τῆς πρωίας. xyxy=(28,969,266,1018)
article-paragraph: Τὸ νέον ἀτμόπλοιον τῆς ἑταιρείας ἀφίκετο χθὲς εἰς Πειραιᾶ ἐκ Γλασκώβης. Εἶναι μεγάλης χωρητικότητος καὶ θὰ ἐκτελῇ τὴν γραμμὴν Πειραιῶς-Ἀλεξανδρείας. xyxy=(284,445,522,493)
advert-text: Ἡ Διεύθυνσις τῆς αἰθούσης τῶν ἀγωγῶν ἠλεκτρισμοῦ ἐν τῇ στοᾷ Ἀρσακείου εἰδοποιεῖ ὅτι ἀπὸ σήμερον ἀρχίζουν αἱ παραστάσεις. Εἴσοδος 10 λεπτά. Ἀνανεοῦται τὸ πρόγραμμα καθ' ἑκάστην. xyxy=(540,131,776,191)
article-paragraph: Ὁ κοαδιυτὼρ ἐπεσκέφθη τὴν βασίλισσαν καὶ ἐζήτησε τὴν ἀποφυλάκισιν τῶν δύο συμβούλων. Ἡ βασίλισσα ἠρνήθη ἐντόνως, καὶ ὁ κοαδιυτὼρ ἐξῆλθε τῶν ἀνακτόρων ἀποφασισμένος νὰ τεθῇ ἐπὶ κεφαλῆς τοῦ λαοῦ. xyxy=(28,1149,266,1210)
advert-heading: ΝΟΣΗΜΑΤΑ ΛΑΡΥΓΓΟΣ xyxy=(1094,308,1258,323)
notice-title: ΣΥΝΔΕΣΜΟΣ ΤΩΝ ΕΝ ΑΘΗΝΑΙΣ ΣΙΔΗΡΟΥΡΓΩΝ xyxy=(547,892,769,923)
advert-heading: ΣΤΟΥ ΓΕΩΡΓΙΑΔΗ & ΔΗΜΟΥΛΗ xyxy=(1065,86,1287,101)
advert-shop: Στοῦ ΜΑΛΑΦΟΥ ΚΑΙ ΜΟΣΧΟΥ xyxy=(1078,878,1274,893)
advert-heading: ΣΤΑ ΠΑΤΕΝΤΖΟΥΜΙΑ ΦΑΝΕΣ ΜΕΤΑΞΩΤΑ ΤΗΣ ΛΥΩΝ xyxy=(794,591,1032,623)
advert-heading: ΟΤΑΦΤΑΣΤΩΝ 4.20 xyxy=(1060,693,1292,719)
article-paragraph: Ὁ γενικὸς γραμματεὺς τοῦ Ὑπουργείου ἀνεχώρησε διὰ Θεσσαλίαν, ὅπως ἐπιθεωρήσῃ τὰ ἔργα τῆς ἀποξηράνσεως. Θὰ ἐπιστρέψῃ μετὰ δεκαήμερον. xyxy=(284,994,522,1043)
section-rule xyxy=(1050,685,1302,687)
advert-text: Μετάξια διὰ φορέματα εἰς ὅλα τὰ χρώματα, τὸ μέτρον ἀπὸ δρ. 3.50. Μεγάλη συλλογὴ ἐκ τῶν νεωτέρων σχεδίων τῆς Λυῶνος. Τιμαὶ ὡρισμέναι. xyxy=(794,622,1032,659)
crown-emblem-icon: ♛ xyxy=(626,527,690,591)
serial-paragraph: Ἡ νὺξ εἶχεν ἐπέλθει ὅταν ὁ νεαρὸς ἀξιωματικὸς ἔφθασεν εἰς τὴν ἔπαυλιν. Τὰ παράθυρα ἦσαν κλειστά, ἀλλ' ἓν φῶς ἔκαιεν εἰς τὸ ἰσόγειον. Ἐκτύπησε τὴν θύραν καὶ περιέμεινεν. xyxy=(1320,954,1574,1002)
store-subtitle: ΕΙΔΩΝ ΠΟΛΥΤΕΛΕΙΑΣ xyxy=(858,1506,1238,1539)
advert-text: Οἱ ἐπιθυμοῦντες νὰ προμηθευθῶσι φέρετρα καλῆς κατασκευῆς εἰς ὅλα τὰ χρώματα, ἀπὸ δρ. 60 καὶ ἄνω, ἀποταθήτωσαν εἰς τὸ κατάστημα. Ἀναλαμβάνει καὶ κηδείας. xyxy=(794,802,1032,850)
article-paragraph: Κατὰ τὸν χθεσινὸν χορὸν ἐν τοῖς ἀνακτόροις παρευρέθησαν οἱ πρεσβευταὶ τῶν ξένων δυνάμεων καὶ πολλοὶ ἐπίσημοι. Ὁ χορὸς διήρκεσε μέχρι τῆς πρωίας. xyxy=(284,591,522,640)
store-address: 48 - Ὁδὸς Ἑρμοῦ - 48 xyxy=(976,1562,1120,1576)
advert-text: Ἐξετάζει καθ' ἑκάστην ἐν τῷ ἰατρείῳ αὐτοῦ, ὁδὸς Σταδίου 24. Ἀπὸ 9-12 π.μ. καὶ 3-5 μ.μ. Ἐργασθεὶς ἐπὶ μακρὸν ἐν ταῖς κλινικαῖς Βιέννης καὶ Παρισίων. xyxy=(1050,370,1302,406)
advert-title: ΝΕΥΡΟΛΟΓΙΚΟΝ ΗΛΕΚΤΡΟΘΕΡΑΠΕΥΤΗΡΙΟΝ xyxy=(42,1360,252,1396)
article-paragraph: Ἐκ τῶν ἐπαρχιῶν ἀγγέλλεται ὅτι ἡ συγκομιδὴ τῆς σταφίδος ἐξελείφθη εὐνοϊκῶς. Αἱ τιμαὶ ἐν ταῖς ἀγοραῖς τοῦ ἐξωτερικοῦ διατηροῦνται ὑψηλαί. xyxy=(28,786,266,823)
serial-paragraph: Ἡ κόρη τὸν ἠτένισε μετ' ἐκπλήξεως. Εἰς τὸ βλέμμα της διεκρίνετο φόβος καὶ ἐλπίς συγχρόνως. — Ποῖος εἶσθε; ἠρώτησε. — Εἶμαι φίλος, ἀπήντησε. xyxy=(1320,441,1574,478)
advert-heading: ΚΑΡΑΘΕΑΣ ΚΑΙ ΜΠΟΥΣΟΥΛΑΣ ΚΑΙ Σια ΕΞΑΓΩΓΕΙΣ ΚΑΠΝΩΝ xyxy=(1071,422,1281,449)
section-rule xyxy=(540,519,776,521)
article-paragraph: Ἀπεβίωσε χθὲς ἐν Ἀθήναις, εἰς ἡλικίαν 78 ἐτῶν, ὁ παλαιὸς ἀγωνιστὴς καὶ συνταξιοῦχος ἀξιωματικός. Ἡ κηδεία του ἐγένετο σήμερον μετὰ στρατιωτικῶν τιμῶν. xyxy=(284,689,522,737)
article-paragraph: Εἰς τὴν Βουλὴν συνεζητήθη χθὲς τὸ νομοσχέδιον περὶ τῶν δημοσίων ἔργων. Ὁ κ. Ὑπουργὸς ἀνέπτυξε τὰ σχέδια τῆς Κυβερνήσεως διὰ τὴν κατασκευὴν νέων ὁδῶν καὶ λιμένων εἰς τὰς ἐπαρχίας. xyxy=(794,213,1032,274)
advert-text: Πίλοι ἀνδρικοὶ τῆς τελευταίας μόδας ἐκ τῶν καλυτέρων εὐρωπαϊκῶν ἐργοστασίων. Ἐνῷ πρὸ ὀλίγου ἐπωλοῦντο δρ. 4.20, ἤδη πωλοῦνται μόνον δρ. 3.50. xyxy=(1050,827,1302,875)
serial-paragraph: Ἡ κόρη τὸν ἠτένισε μετ' ἐκπλήξεως. Εἰς τὸ βλέμμα της διεκρίνετο φόβος καὶ ἐλπίς συγχρόνως. — Ποῖος εἶσθε; ἠρώτησε. — Εἶμαι φίλος, ἀπήντησε. xyxy=(1320,685,1574,722)
advert-text: Πωλεῖ εἴδη χρυσοχοΐας καὶ ὡρολογοποιΐας εἰς τιμὰς ἀσυναγωνίστους. Ἐκτελεῖ παραγγελίας ταχέως καὶ καλλιτεχνικῶς. Ἀγοράζει παλαιὸν χρυσὸν καὶ ἄργυρον. xyxy=(794,720,1032,768)
article-paragraph: Ἡ θρησκευτικὴ τελετὴ τῶν ἐγκαινίων τοῦ νέου ναοῦ ἐτελέσθη χθὲς μετὰ μεγάλης λαμπρότητος, παρουσίᾳ τοῦ Μητροπολίτου καὶ πολλῶν ἐπισήμων. Μετὰ τὴν λειτουργίαν διενεμήθη ἄρτος εἰς τοὺς πτωχούς. xyxy=(284,933,522,994)
advert-address: 14 - Λεωφόρος Ἀλεξάνδρας - 14 xyxy=(832,424,994,436)
advert-branch: ΕΝ ΠΕΙΡΑΙΕΙ ΠΛΑΤΕΙΑ ΑΜΑΞΩΝ xyxy=(555,1081,761,1096)
advert-text: Ὑπὸ τὴν αἰγίδα τοῦ Προέδρου τῆς Α. Β. Υ. Ἐν τῇ αἰθούσῃ τοῦ Συλλόγου διδάσκεται μαντολίνον, κιθάρα καὶ βιολὶ ὑπὸ δοκίμων καθηγητῶν. Αἱ ἐγγραφαὶ γίνονται καθ' ἑκάστην. xyxy=(545,597,771,646)
section-label: ΕΚ ΤΗΣ ΔΙΕΥΘΥΝΣΕΩΣ xyxy=(597,257,719,269)
section-rule xyxy=(794,583,1032,585)
masthead-rule-thin xyxy=(20,80,1580,81)
masthead xyxy=(20,8,1580,48)
serial-paragraph: Ὁ ἀξιωματικὸς ἔμεινε πρὸ αὐτῆς ἀκίνητος. Ἐσκέπτετο τί νὰ εἴπῃ, ἀλλ' αἱ λέξεις δὲν ἤρχοντο. Τέλος ἐτόλμησε: — Ἐπιτρέψατέ μοι νὰ σᾶς προσφέρω τὰς ὑπηρεσίας μου. xyxy=(1320,636,1574,685)
serial-paragraph: Ἡ ἀναχώρησις ἐγένετο ἐν σιγῇ. Ἡ ἅμαξα ἐκύλιε διὰ μέσου τοῦ δάσους, καὶ μόνον ὁ κρότος τῶν τροχῶν διέκοπτε τὴν σιωπὴν τῆς νυκτός. xyxy=(1320,551,1574,587)
article-paragraph: Ἀπεβίωσε χθὲς ἐν Ἀθήναις, εἰς ἡλικίαν 78 ἐτῶν, ὁ παλαιὸς ἀγωνιστὴς καὶ συνταξιοῦχος ἀξιωματικός. Ἡ κηδεία του ἐγένετο σήμερον μετὰ στρατιωτικῶν τιμῶν. xyxy=(28,1259,266,1307)
article-paragraph: Ἡ Ἀλλιάνς Φρανσαίζ ἀνακοινοῖ ὅτι τὰ μαθήματα τῆς γαλλικῆς γλώσσης, λογιστικῆς καὶ ἐμπορικῆς ἀλληλογραφίας ἄρχονται τὴν προσεχῆ Δευτέραν. Ἐγγραφαὶ γίνονται εἰς τὰ γραφεῖα τοῦ Συλλόγου. xyxy=(284,1208,522,1257)
masthead-rule xyxy=(20,52,1580,55)
advert-goods: ΧΗΜΙΚΑ, ΦΑΡΜΑΚΕΥΤΙΚΑ ΚΑΙ ΒΙΟΜΗΧΑΝΙΚΑ ΠΡΟΪΟΝΤΑ xyxy=(567,1099,749,1128)
book-title: ΧΑΡΑΥΓΗ ΤΗΣ ΧΙΛΙΕΤΗΡΙΔΟΣ xyxy=(598,365,718,403)
section-rule xyxy=(540,884,776,886)
article-paragraph: Ὁ γενικὸς γραμματεὺς τοῦ Ὑπουργείου ἀνεχώρησε διὰ Θεσσαλίαν, ὅπως ἐπιθεωρήσῃ τὰ ἔργα τῆς ἀποξηράνσεως. Θὰ ἐπιστρέψῃ μετὰ δεκαήμερον. xyxy=(284,542,522,591)
article-paragraph: Ὁ δὲ μαρεσάλος τῆς Μελλεραὶ ἐξῆλθε μετὰ τῶν φρουρῶν ὅπως ἐπαναφέρῃ τὴν τάξιν, ἀλλὰ τὸ πλῆθος ὑπεδέχθη αὐτὸν διὰ λίθων καὶ ἀπειλῶν. Ὁ ὑπασπιστὴς τοῦ βασιλέως ἐπέστρεψε εἰς τὰ ἀνάκτορα ἀναγγέλλων ὅτι ἡ στάσις ηὔξανεν. xyxy=(28,554,266,615)
serial-paragraph: — Ὁ κύριος δὲν ἦλθεν; ἠρώτησεν ἡ κόρη. — Ὄχι, δεσποσύνη. Μὲ ἔστειλε νὰ σᾶς εἴπω ὅτι θὰ ἔλθῃ αὔριον. Ἡ κόρη ἐστέναξε καὶ ἐκάθισε πάλιν. xyxy=(1320,771,1574,807)
serial-paragraph: Ἡ νὺξ εἶχεν ἐπέλθει ὅταν ὁ νεαρὸς ἀξιωματικὸς ἔφθασεν εἰς τὴν ἔπαυλιν. Τὰ παράθυρα ἦσαν κλειστά, ἀλλ' ἓν φῶς ἔκαιεν εἰς τὸ ἰσόγειον. Ἐκτύπησε τὴν θύραν καὶ περιέμεινεν. xyxy=(1320,222,1574,270)
section-rule xyxy=(284,261,522,263)
publication-tagline: ΘΑΥΜΑ ΕΚΔΟΣΕΩΣ ΕΝ ΕΛΛΑΔΙ xyxy=(940,1795,1156,1811)
advert-subtitle: ΕΝΑΝΤΙ ΑΓΙΑΣ ΕΙΡΗΝΗΣ xyxy=(1109,103,1243,114)
advert-doctor: Ι. Θ. ΤΑΡΣΟΥΛΗ Ἰατρός xyxy=(835,437,991,452)
store-title: ΜΕΓΑ ΚΑΤΑΣΤΗΜΑ xyxy=(846,1461,1250,1507)
serial-chapter: XXVII xyxy=(1430,179,1464,192)
article-paragraph: Ἐν Πειραιεῖ κατέπλευσε χθὲς τὸ ἀγγλικὸν ἀτμόπλοιον, κομίζον φορτίον ἀνθράκων καὶ σιδήρου. Ἀνεχώρησε δὲ διὰ Σμύρνην τὸ ἑλληνικὸν ταχυδρομικὸν μετὰ πολλῶν ἐπιβατῶν. xyxy=(794,274,1032,323)
advert-subtitle: ΧΕΙΡΟΥΡΓΙΚΗ ΓΥΝΑΙΚΟΛΟΓΙΚΗ ΚΑΙ ΜΑΙΕΥΤΙΚΗ xyxy=(797,375,1029,405)
article-paragraph: Διὰ τὴν προσεχῆ ἑβδομάδα ἀναγγέλλεται ἡ πρώτη παράστασις τοῦ νέου δράματος ἐν τῷ Βασιλικῷ Θεάτρῳ. Τὰ εἰσιτήρια πωλοῦνται ἤδη. xyxy=(284,738,522,774)
serial-paragraph: — Ποῖος εἶναι ἐκεῖ; ἠρώτησε φωνὴ γυναικεία. — Ἐγώ, ἀπήντησεν ὁ νέος, ἔρχομαι ἐκ μέρους τοῦ κυρίου. Ἡ θύρα ἠνοίχθη καὶ ἐφάνη γραῖα κρατοῦσα λύχνον. xyxy=(1320,270,1574,319)
serial-paragraph: Ἡ γραῖα τὸν ὡδήγησεν εἰς μικρὰν αἴθουσαν, ὅπου ἐκάθητο πλησίον τῆς ἑστίας νεαρὰ κόρη, ὠχρὰ καὶ σιωπηλή. Ὅταν τὸν εἶδεν, ἠγέρθη καὶ τὸν ἐχαιρέτησε. xyxy=(1320,844,1574,880)
bottom-advert-area xyxy=(788,1448,1308,2234)
advert-heading: ΠΡΩΤΟΦΑΝΗΣ xyxy=(586,86,730,107)
article-paragraph: Ἡ ἑορτὴ τοῦ Ἁγίου Νικολάου ἐωρτάσθη μετ' ἐξαιρετικῆς λαμπρότητος ἐν Πειραιεῖ. Τὰ πλοῖα ἐσημαιοστολίσθησαν καὶ οἱ ναυτικοὶ παρηκολούθησαν τὴν λιτανείαν. xyxy=(28,737,266,786)
section-rule xyxy=(794,330,1032,332)
column-divider xyxy=(1310,84,1311,2234)
advert-line: ΠΑΝΙΑ ΑΛΕΥΚΑΣΤΑ xyxy=(1105,187,1247,205)
